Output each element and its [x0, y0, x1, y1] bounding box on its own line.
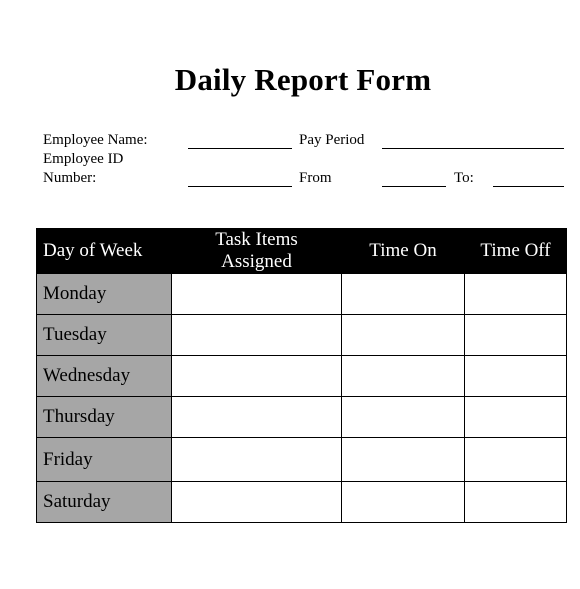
time-off-input-wednesday[interactable]: [465, 356, 567, 397]
time-off-input-monday[interactable]: [465, 274, 567, 315]
day-cell-thursday: Thursday: [37, 397, 172, 438]
employee-name-label: Employee Name:: [43, 132, 148, 148]
day-cell-friday: Friday: [37, 438, 172, 482]
table-row: [37, 482, 567, 523]
pay-period-label: Pay Period: [299, 132, 365, 148]
from-label: From: [299, 170, 332, 186]
employee-id-label-line1: Employee ID: [43, 151, 124, 167]
employee-id-field[interactable]: [188, 186, 292, 187]
column-header-time-off: Time Off: [465, 229, 567, 274]
task-items-input-tuesday[interactable]: [172, 315, 342, 356]
to-date-field[interactable]: [493, 186, 564, 187]
day-cell-tuesday: Tuesday: [37, 315, 172, 356]
table-row: [37, 438, 567, 482]
time-on-input-thursday[interactable]: [342, 397, 465, 438]
task-items-input-wednesday[interactable]: [172, 356, 342, 397]
employee-name-field[interactable]: [188, 148, 292, 149]
from-date-field[interactable]: [382, 186, 446, 187]
table-row: [37, 315, 567, 356]
to-label: To:: [454, 170, 474, 186]
day-cell-saturday: Saturday: [37, 482, 172, 523]
time-on-input-friday[interactable]: [342, 438, 465, 482]
time-off-input-friday[interactable]: [465, 438, 567, 482]
task-items-input-monday[interactable]: [172, 274, 342, 315]
employee-id-label-line2: Number:: [43, 170, 97, 186]
column-header-day-of-week: Day of Week: [37, 229, 172, 274]
task-items-input-friday[interactable]: [172, 438, 342, 482]
day-cell-wednesday: Wednesday: [37, 356, 172, 397]
task-items-input-thursday[interactable]: [172, 397, 342, 438]
table-row: [37, 397, 567, 438]
table-row: [37, 356, 567, 397]
table-header-row: [37, 229, 567, 274]
time-off-input-saturday[interactable]: [465, 482, 567, 523]
page-title: Daily Report Form: [174, 62, 432, 97]
time-on-input-tuesday[interactable]: [342, 315, 465, 356]
column-header-time-on: Time On: [342, 229, 465, 274]
table-row: [37, 274, 567, 315]
time-on-input-wednesday[interactable]: [342, 356, 465, 397]
day-cell-monday: Monday: [37, 274, 172, 315]
time-off-input-thursday[interactable]: [465, 397, 567, 438]
column-header-task-items-text: Task Items Assigned: [215, 229, 298, 272]
time-off-input-tuesday[interactable]: [465, 315, 567, 356]
time-on-input-saturday[interactable]: [342, 482, 465, 523]
column-header-task-items: [172, 229, 342, 274]
pay-period-field[interactable]: [382, 148, 564, 149]
time-on-input-monday[interactable]: [342, 274, 465, 315]
daily-report-table: [36, 228, 567, 523]
task-items-input-saturday[interactable]: [172, 482, 342, 523]
